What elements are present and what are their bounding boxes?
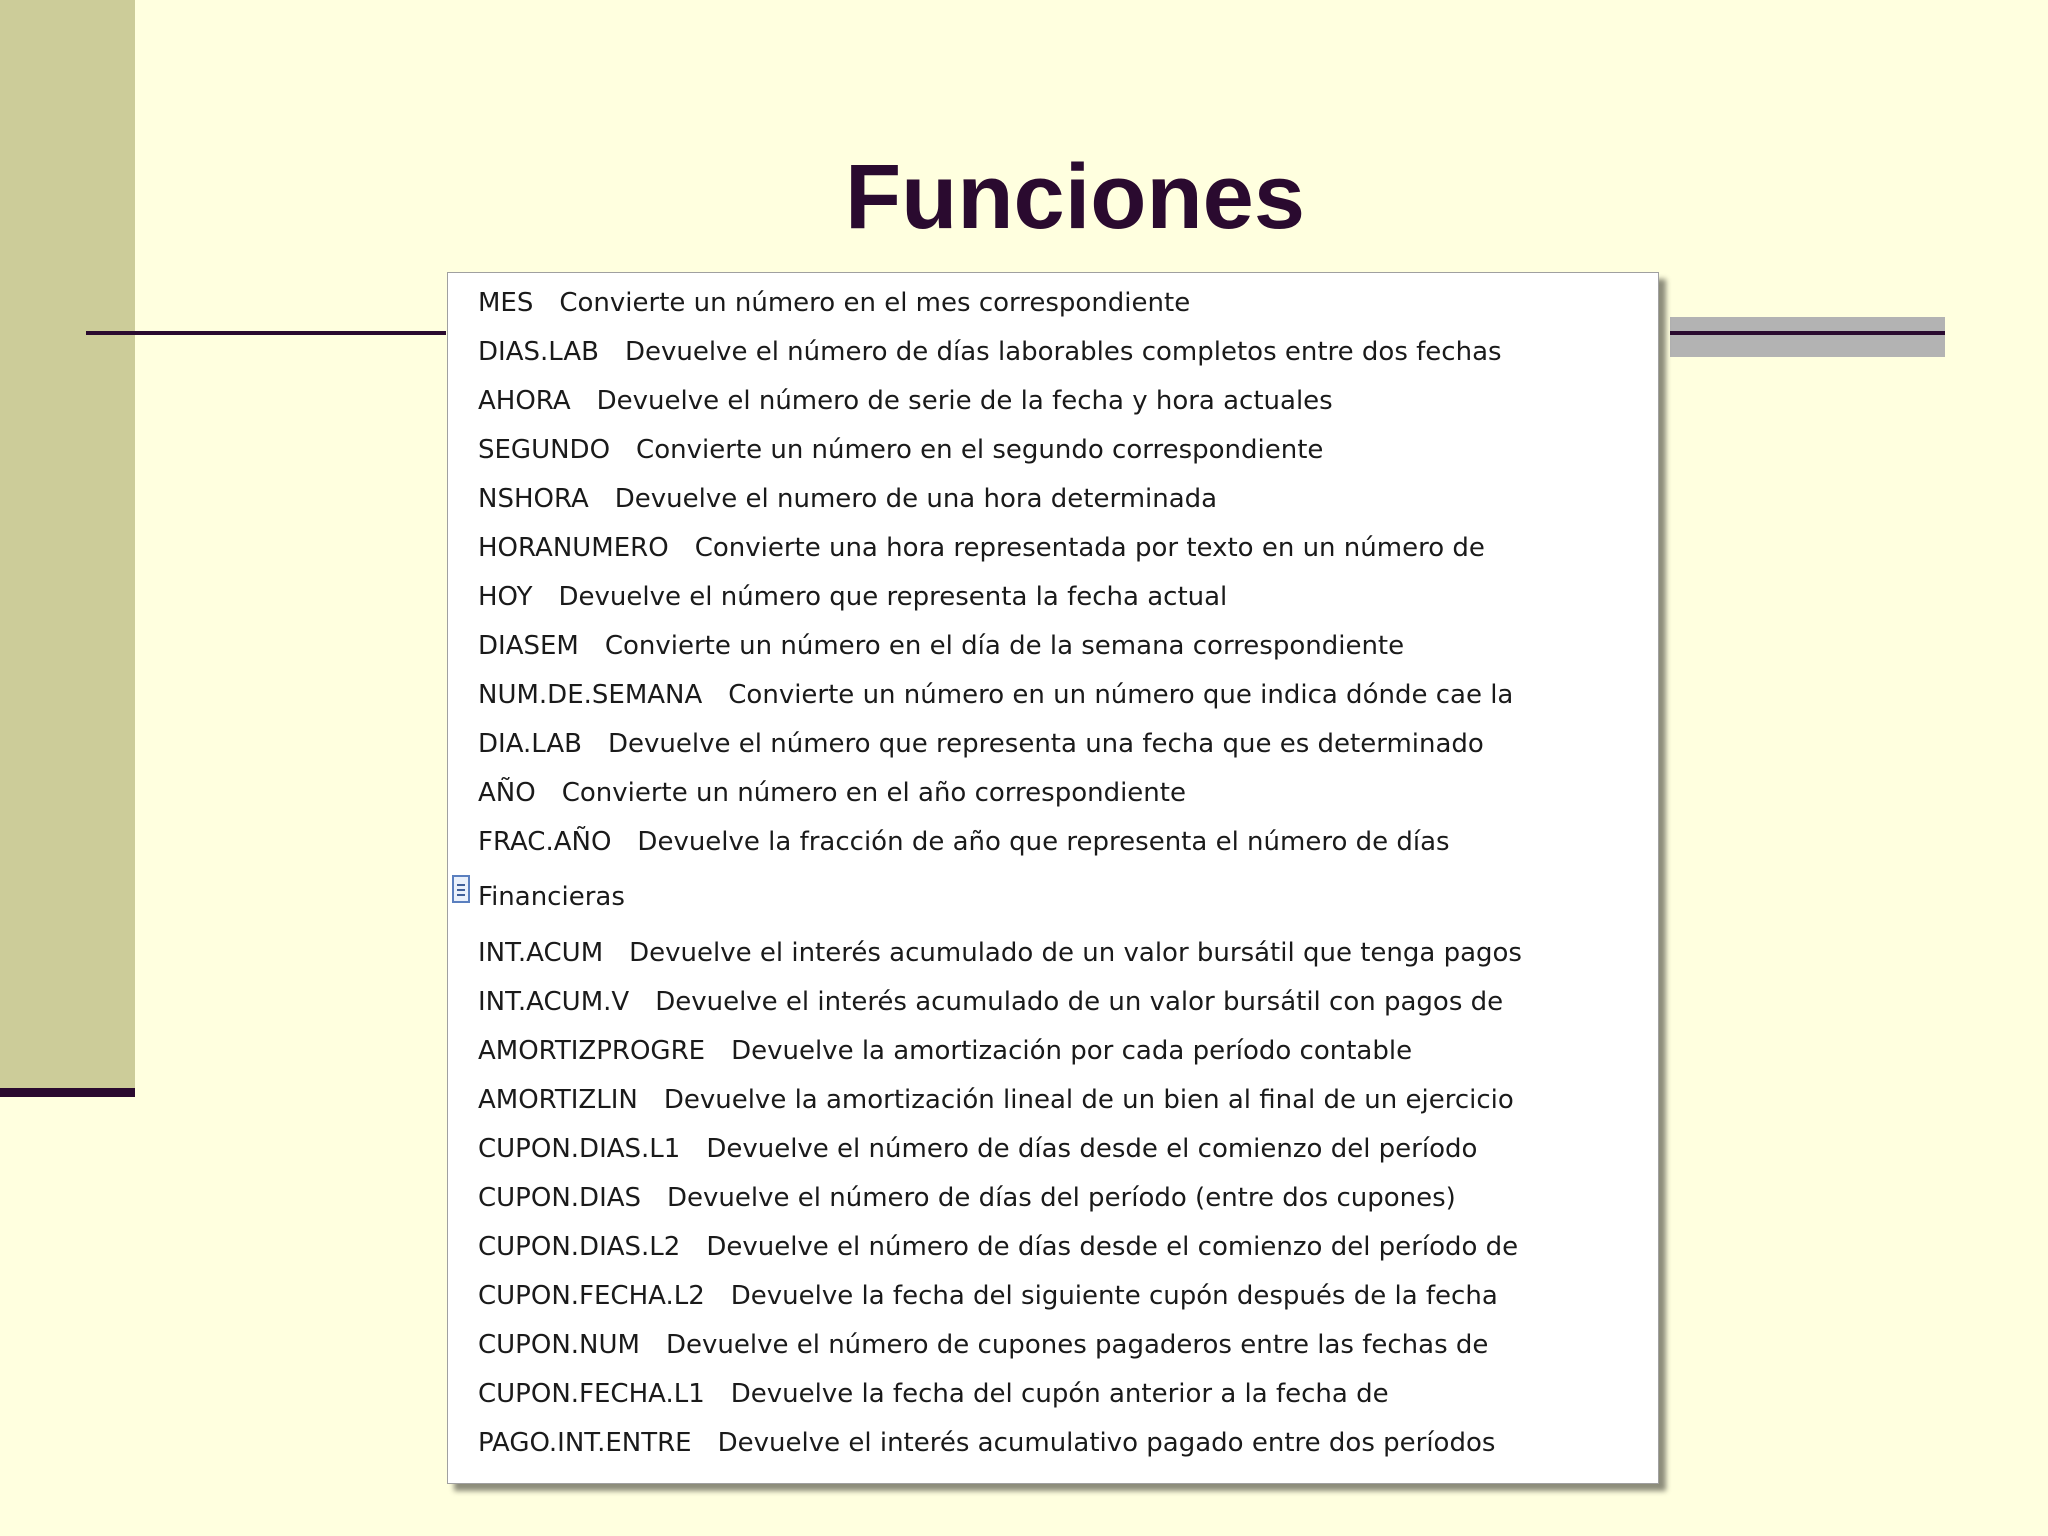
- function-description: Devuelve el interés acumulado de un valor bursátil que tenga pagos: [629, 938, 1522, 968]
- function-row: [478, 1370, 1389, 1419]
- function-row: [478, 1321, 1488, 1370]
- left-decorative-bar: [0, 0, 135, 1088]
- function-name: CUPON.DIAS.L2: [478, 1232, 681, 1262]
- function-name: AHORA: [478, 386, 571, 416]
- function-name: FRAC.AÑO: [478, 827, 612, 857]
- function-row: [478, 279, 1190, 328]
- function-description: Devuelve el número de cupones pagaderos entre las fechas de: [665, 1330, 1489, 1360]
- function-row: [478, 1076, 1514, 1125]
- function-row: [478, 1419, 1495, 1468]
- function-row: [478, 426, 1323, 475]
- function-description: Devuelve el número de días desde el comienzo del período de: [706, 1232, 1519, 1262]
- function-row: [478, 1125, 1477, 1174]
- function-description: Devuelve la amortización lineal de un bien al final de un ejercicio: [663, 1085, 1514, 1115]
- function-row: [478, 720, 1484, 769]
- function-list-panel: [447, 272, 1659, 1484]
- function-description: Convierte un número en el mes correspondiente: [559, 288, 1191, 318]
- function-description: Devuelve la fecha del siguiente cupón después de la fecha: [730, 1281, 1498, 1311]
- function-row: [478, 524, 1485, 573]
- function-row: [478, 929, 1522, 978]
- function-description: Convierte un número en el día de la semana correspondiente: [604, 631, 1405, 661]
- function-name: CUPON.DIAS: [478, 1183, 642, 1213]
- function-name: DIA.LAB: [478, 729, 582, 759]
- function-name: NSHORA: [478, 484, 589, 514]
- category-heading: Financieras: [478, 882, 625, 912]
- function-description: Devuelve el número de días laborables completos entre dos fechas: [624, 337, 1502, 367]
- function-row: [478, 475, 1217, 524]
- function-description: Devuelve el numero de una hora determinada: [614, 484, 1218, 514]
- function-name: SEGUNDO: [478, 435, 611, 465]
- title-rule-left: [86, 331, 446, 335]
- function-name: INT.ACUM.V: [478, 987, 630, 1017]
- title-rule-right-band: [1670, 317, 1945, 357]
- function-row: [478, 377, 1333, 426]
- function-description: Convierte una hora representada por texto en un número de: [694, 533, 1485, 563]
- function-name: INT.ACUM: [478, 938, 604, 968]
- function-description: Devuelve el interés acumulado de un valor bursátil con pagos de: [655, 987, 1504, 1017]
- function-row: [478, 622, 1404, 671]
- function-name: CUPON.FECHA.L2: [478, 1281, 705, 1311]
- function-name: PAGO.INT.ENTRE: [478, 1428, 692, 1458]
- function-row: [478, 1174, 1456, 1223]
- function-name: HORANUMERO: [478, 533, 669, 563]
- function-name: AÑO: [478, 778, 536, 808]
- function-name: MES: [478, 288, 534, 318]
- function-description: Devuelve el número de serie de la fecha y hora actuales: [596, 386, 1333, 416]
- function-name: CUPON.NUM: [478, 1330, 640, 1360]
- function-name: CUPON.FECHA.L1: [478, 1379, 705, 1409]
- function-name: AMORTIZPROGRE: [478, 1036, 706, 1066]
- function-description: Convierte un número en el segundo correspondiente: [636, 435, 1324, 465]
- function-description: Devuelve el interés acumulativo pagado entre dos períodos: [717, 1428, 1496, 1458]
- function-row: [478, 328, 1502, 377]
- function-description: Convierte un número en un número que indica dónde cae la: [728, 680, 1514, 710]
- function-row: [478, 978, 1503, 1027]
- function-description: Devuelve el número de días del período (entre dos cupones): [667, 1183, 1456, 1213]
- function-description: Devuelve la fecha del cupón anterior a la fecha de: [730, 1379, 1389, 1409]
- function-row: [478, 1223, 1518, 1272]
- function-name: HOY: [478, 582, 533, 612]
- function-name: DIASEM: [478, 631, 579, 661]
- slide-title: Funciones: [844, 146, 1306, 248]
- function-name: AMORTIZLIN: [478, 1085, 638, 1115]
- function-row: [478, 769, 1186, 818]
- function-description: Devuelve el número que representa una fecha que es determinado: [608, 729, 1484, 759]
- function-row: [478, 1272, 1498, 1321]
- left-bar-underline: [0, 1088, 135, 1097]
- function-row: [478, 573, 1227, 622]
- category-list-icon: [452, 875, 470, 903]
- function-row: [478, 671, 1513, 720]
- function-description: Convierte un número en el año correspondiente: [561, 778, 1186, 808]
- function-name: NUM.DE.SEMANA: [478, 680, 703, 710]
- function-description: Devuelve el número de días desde el comienzo del período: [706, 1134, 1478, 1164]
- title-rule-right-line: [1670, 331, 1945, 335]
- function-row: [478, 818, 1450, 867]
- function-row: [478, 1027, 1412, 1076]
- function-name: CUPON.DIAS.L1: [478, 1134, 681, 1164]
- function-description: Devuelve el número que representa la fecha actual: [558, 582, 1228, 612]
- function-description: Devuelve la fracción de año que representa el número de días: [637, 827, 1450, 857]
- function-name: DIAS.LAB: [478, 337, 599, 367]
- function-description: Devuelve la amortización por cada período contable: [731, 1036, 1413, 1066]
